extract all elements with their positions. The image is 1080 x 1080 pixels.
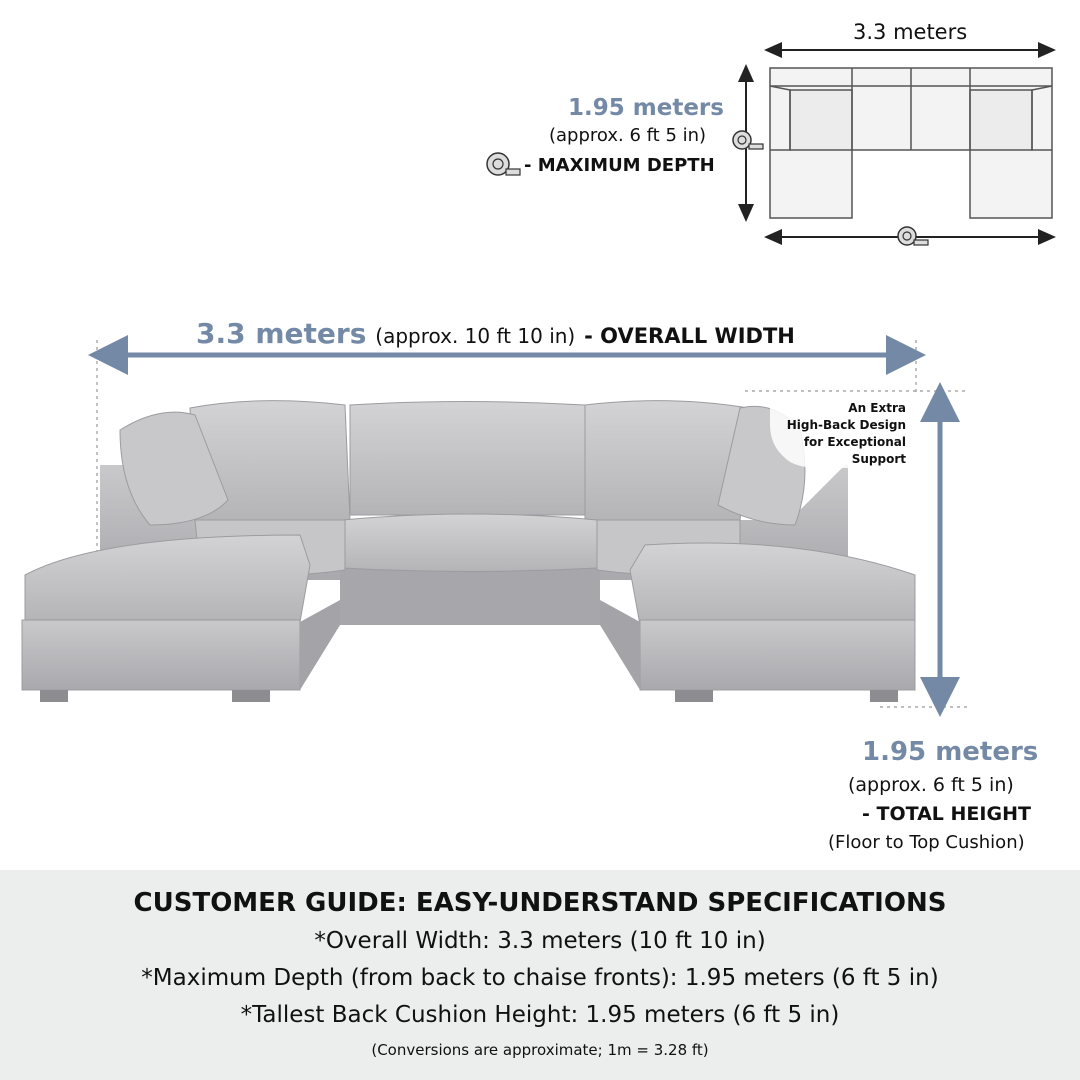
plan-depth-approx: (approx. 6 ft 5 in) <box>549 125 707 146</box>
overall-width-value: 3.3 meters <box>196 317 367 350</box>
total-height-value: 1.95 meters <box>862 737 1039 767</box>
guide-line-height: *Tallest Back Cushion Height: 1.95 meters (6 ft 5 in) <box>240 1002 840 1028</box>
guide-title: CUSTOMER GUIDE: EASY-UNDERSTAND SPECIFICATIONS <box>133 888 947 918</box>
high-back-callout <box>760 400 906 468</box>
overall-width-label <box>196 317 795 350</box>
callout-line: for Exceptional <box>803 435 906 449</box>
plan-depth-caption: - MAXIMUM DEPTH <box>524 155 715 176</box>
callout-line: An Extra <box>848 401 906 415</box>
total-height-caption: - TOTAL HEIGHT <box>862 803 1031 825</box>
guide-footnote: (Conversions are approximate; 1m = 3.28 ft) <box>371 1041 709 1059</box>
plan-depth-value: 1.95 meters <box>568 95 724 121</box>
guide-line-depth: *Maximum Depth (from back to chaise fronts): 1.95 meters (6 ft 5 in) <box>141 965 939 991</box>
overall-width-approx: (approx. 10 ft 10 in) <box>375 324 576 348</box>
total-height-approx: (approx. 6 ft 5 in) <box>848 774 1014 796</box>
callout-line: High-Back Design <box>786 418 906 432</box>
overall-width-caption: - OVERALL WIDTH <box>584 324 795 348</box>
plan-width-label: 3.3 meters <box>853 20 968 44</box>
customer-guide-panel <box>0 870 1080 1080</box>
total-height-note: (Floor to Top Cushion) <box>828 832 1025 853</box>
callout-line: Support <box>851 452 906 466</box>
guide-line-width: *Overall Width: 3.3 meters (10 ft 10 in) <box>314 928 766 954</box>
